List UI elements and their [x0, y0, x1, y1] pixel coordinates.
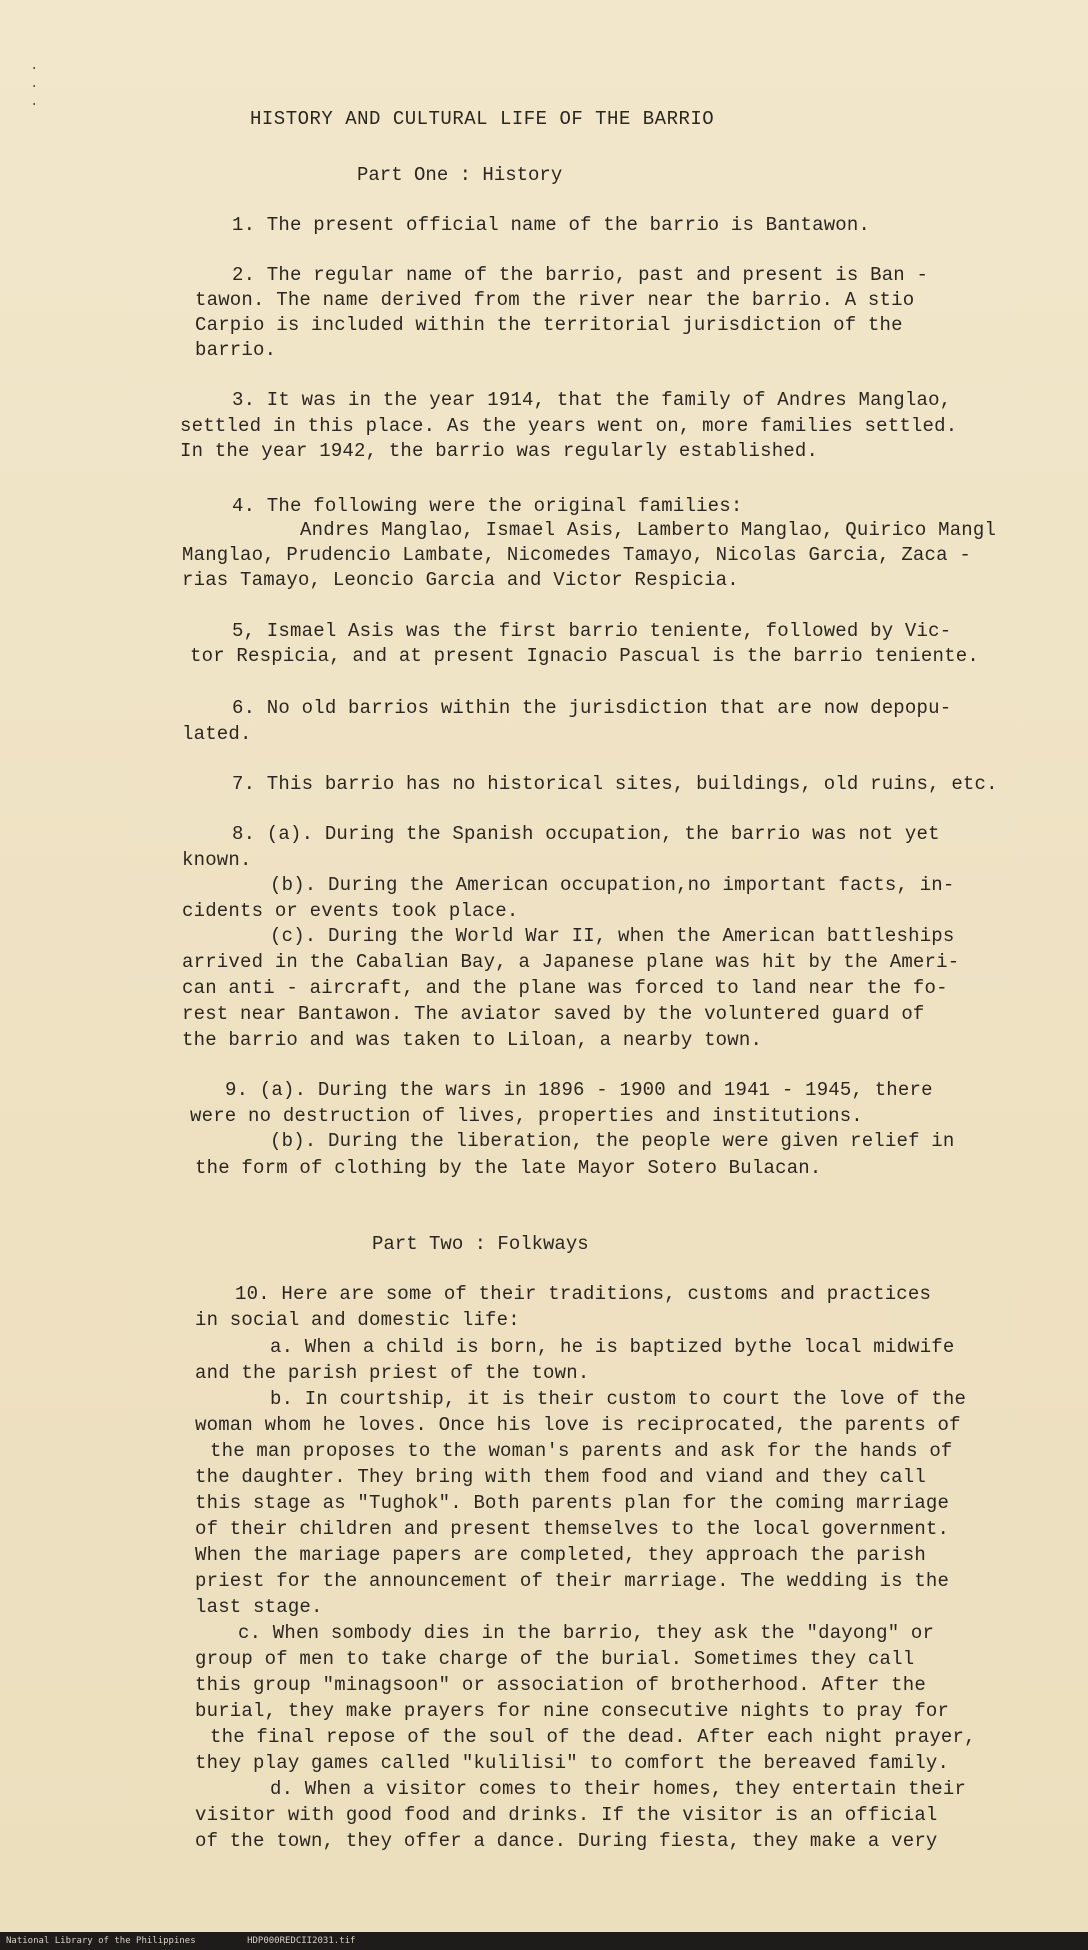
text-line: 2. The regular name of the barrio, past and present is Ban - [232, 264, 929, 286]
text-line: the daughter. They bring with them food and viand and they call [195, 1466, 926, 1488]
text-line: rias Tamayo, Leoncio Garcia and Victor Respicia. [182, 569, 739, 591]
margin-marks: · · · [30, 61, 39, 113]
text-line: 1. The present official name of the barrio is Bantawon. [232, 214, 871, 236]
text-line: (b). During the American occupation,no important facts, in- [270, 874, 955, 896]
text-line: lated. [182, 723, 252, 745]
text-line: rest near Bantawon. The aviator saved by the voluntered guard of [182, 1003, 925, 1025]
text-line: Manglao, Prudencio Lambate, Nicomedes Tamayo, Nicolas Garcia, Zaca - [182, 544, 971, 566]
text-line: Andres Manglao, Ismael Asis, Lamberto Manglao, Quirico Mangl [300, 519, 997, 541]
text-line: 4. The following were the original families: [232, 495, 743, 517]
text-line: 5, Ismael Asis was the first barrio teniente, followed by Vic- [232, 620, 952, 642]
text-line: the final repose of the soul of the dead. After each night prayer, [210, 1726, 976, 1748]
text-line: barrio. [195, 339, 277, 361]
text-line: 3. It was in the year 1914, that the family of Andres Manglao, [232, 389, 952, 411]
text-line: (b). During the liberation, the people were given relief in [270, 1130, 955, 1152]
text-line: 10. Here are some of their traditions, customs and practices [235, 1283, 932, 1305]
text-line: 9. (a). During the wars in 1896 - 1900 and 1941 - 1945, there [225, 1079, 933, 1101]
text-line: in social and domestic life: [195, 1309, 520, 1331]
text-line: Carpio is included within the territorial jurisdiction of the [195, 314, 903, 336]
text-line: settled in this place. As the years went on, more families settled. [180, 415, 958, 437]
text-line: burial, they make prayers for nine consecutive nights to pray for [195, 1700, 950, 1722]
text-line: were no destruction of lives, properties and institutions. [190, 1105, 863, 1127]
text-line: known. [182, 849, 252, 871]
text-line: group of men to take charge of the burial. Sometimes they call [195, 1648, 915, 1670]
text-line: 7. This barrio has no historical sites, buildings, old ruins, etc. [232, 773, 998, 795]
part-two-heading: Part Two : Folkways [372, 1233, 589, 1255]
footer-source: National Library of the Philippines [6, 1936, 196, 1946]
text-line: and the parish priest of the town. [195, 1362, 590, 1384]
part-one-heading: Part One : History [357, 164, 563, 186]
text-line: woman whom he loves. Once his love is reciprocated, the parents of [195, 1414, 961, 1436]
text-line: last stage. [195, 1596, 323, 1618]
text-line: (c). During the World War II, when the American battleships [270, 925, 955, 947]
text-line: the form of clothing by the late Mayor Sotero Bulacan. [195, 1157, 822, 1179]
page-title: HISTORY AND CULTURAL LIFE OF THE BARRIO [250, 108, 715, 130]
text-line: c. When sombody dies in the barrio, they ask the "dayong" or [238, 1622, 935, 1644]
text-line: visitor with good food and drinks. If the visitor is an official [195, 1804, 938, 1826]
text-line: the barrio and was taken to Liloan, a nearby town. [182, 1029, 763, 1051]
text-line: they play games called "kulilisi" to comfort the bereaved family. [195, 1752, 950, 1774]
text-line: arrived in the Cabalian Bay, a Japanese plane was hit by the Ameri- [182, 951, 960, 973]
text-line: this stage as "Tughok". Both parents plan for the coming marriage [195, 1492, 950, 1514]
text-line: tawon. The name derived from the river near the barrio. A stio [195, 289, 915, 311]
text-line: cidents or events took place. [182, 900, 519, 922]
text-line: this group "minagsoon" or association of brotherhood. After the [195, 1674, 926, 1696]
text-line: d. When a visitor comes to their homes, they entertain their [270, 1778, 967, 1800]
text-line: b. In courtship, it is their custom to court the love of the [270, 1388, 967, 1410]
text-line: 8. (a). During the Spanish occupation, the barrio was not yet [232, 823, 940, 845]
text-line: priest for the announcement of their marriage. The wedding is the [195, 1570, 950, 1592]
text-line: of their children and present themselves to the local government. [195, 1518, 950, 1540]
text-line: of the town, they offer a dance. During fiesta, they make a very [195, 1830, 938, 1852]
text-line: the man proposes to the woman's parents and ask for the hands of [210, 1440, 953, 1462]
text-line: 6. No old barrios within the jurisdiction that are now depopu- [232, 697, 952, 719]
footer-file: HDP000REDCII2031.tif [247, 1936, 356, 1946]
text-line: can anti - aircraft, and the plane was forced to land near the fo- [182, 977, 948, 999]
scan-footer [0, 1932, 1088, 1950]
text-line: tor Respicia, and at present Ignacio Pascual is the barrio teniente. [190, 645, 979, 667]
text-line: When the mariage papers are completed, they approach the parish [195, 1544, 926, 1566]
text-line: In the year 1942, the barrio was regularly established. [180, 440, 819, 462]
text-line: a. When a child is born, he is baptized bythe local midwife [270, 1336, 955, 1358]
